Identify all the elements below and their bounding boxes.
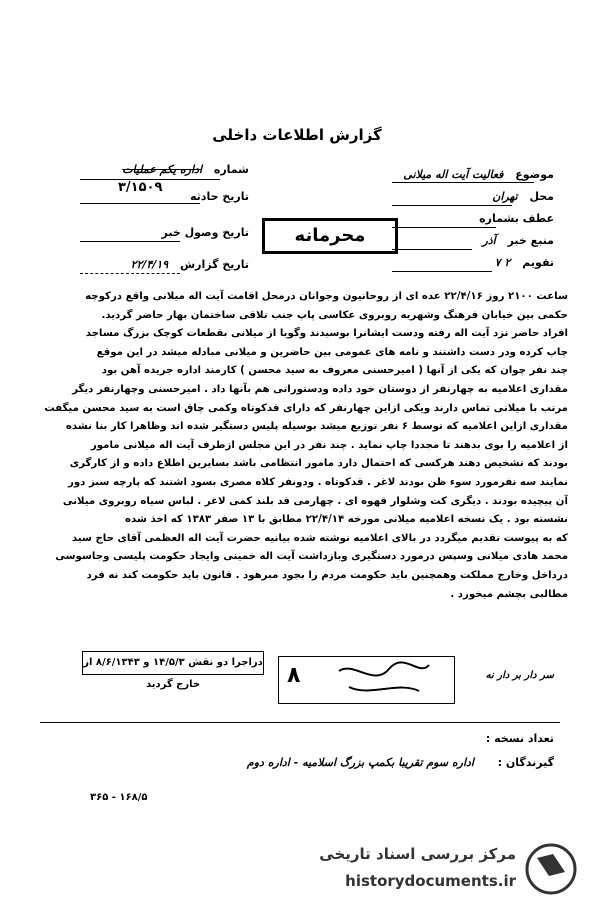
rating-value: ۲ ۷ [494, 256, 511, 269]
rating-field [495, 256, 554, 269]
number-code: ۳/۱۵۰۹ [118, 180, 163, 195]
rating-label: تقویم [522, 256, 554, 269]
note-box: دراجرا دو نقش ۱۴/۵/۳ و ۸/۶/۱۳۴۳ از خارج گردید [82, 651, 264, 675]
report-body [36, 288, 568, 604]
body-line: بودند که تشخیص دهند هرکسی که احتمال دارد مامور انتظامی باشد بسایرین اطلاع داده و از کارگری [69, 458, 568, 470]
archive-logo-icon [523, 842, 579, 896]
body-line: چاپ کرده ودر دست داشتند و نامه های عمومی بین حاضرین و میلانی مبادله میشد در این موقع [96, 346, 568, 358]
subject-underline [392, 182, 534, 183]
body-line: که به پیوست تقدیم میگردد در بالای اعلامیه نوشته شده بیانیه حضرت آیت اله العظمی آقای حاج سید [71, 532, 568, 544]
place-field [492, 190, 554, 203]
report-date-field [131, 258, 249, 271]
recipients-value: اداره سوم تقریبا بکمپ بزرگ اسلامیه - اداره دوم [246, 756, 474, 769]
followup-underline [392, 227, 496, 228]
event-date-field [190, 190, 249, 203]
subject-field [403, 168, 554, 181]
body-line: درداخل وخارج مملکت وهمچنین باید حکومت مردم را بجود مبرهود . قانون باید حکومت کند نه فرد [86, 569, 568, 581]
signature-scribble-icon [279, 657, 454, 703]
source-label: منبع خبر [507, 234, 554, 247]
event-date-underline [80, 203, 200, 204]
followup-field [479, 212, 554, 225]
body-line: مرتب با میلانی تماس دارند ویکی ازاین چهارنفر که دارای قدکوتاه وکمی چاق است به سید محسن میگفت [44, 402, 568, 414]
place-label: محل [529, 190, 554, 203]
subject-label: موضوع [515, 168, 554, 181]
recipients-label: گیرندگان : [497, 756, 554, 769]
number-field [122, 163, 249, 176]
watermark-url: historydocuments.ir [345, 872, 516, 890]
body-line: افراد حاضر نزد آیت اله رفته ودست ایشانرا بوسیدند وگویا از میلانی بقطعات کوچک بزرگ مساجد [85, 328, 568, 340]
body-line: حکمی بین خیابان فرهنگ وشهریه روبروی عکاسی پاپ جنب تلاقی ساختمان بهار حاضر گردید. [101, 309, 568, 321]
report-date-label: تاریخ گزارش [179, 258, 249, 271]
copies-label: تعداد نسخه : [485, 732, 554, 745]
body-line: چند نفر چوان که یکی از آنها ( امیرحسنی معروف به سید محسن ) کارمند اداره جریده آهن بود [101, 365, 568, 377]
receipt-date-underline [80, 241, 180, 242]
margin-note: سر دار بر دار نه [485, 670, 554, 681]
report-date-underline [80, 273, 180, 274]
number-label: شماره [213, 163, 249, 176]
subject-value: فعالیت آیت اله میلانی [403, 168, 504, 181]
separator-line [40, 722, 560, 723]
body-line: ساعت ۲۱۰۰ روز ۲۲/۴/۱۶ عده ای از روحانیون وجوانان درمحل اقامت آیت اله میلانی واقع درکوچه [85, 291, 568, 302]
body-line: مطالبی بچشم میخورد . [450, 588, 568, 600]
number-underline [80, 179, 220, 180]
body-line: مقداری اعلامیه به چهارنفر از دوستان خود داده ودستوراتی هم بآنها داد . امیرحسنی وچهارنفر دیگر [72, 383, 568, 395]
body-line: آن پیچیده بودند . دیگری کت وشلوار قهوه ای . چهارمی قد بلند کمی لاغر . لباس سیاه روبروی میلانی [62, 495, 568, 507]
place-underline [392, 205, 512, 206]
followup-label: عطف بشماره [479, 212, 554, 225]
source-field [482, 234, 554, 247]
watermark-name: مرکز بررسی اسناد تاریخی [319, 845, 516, 863]
number-box-value: ۸ [287, 663, 301, 688]
report-date-value: ۲۲/۴/۱۹ [130, 258, 169, 271]
body-line: محمد هادی میلانی وسپس درمورد دستگیری وبازداشت آیت اله خمینی وایجاد حکومت پلیسی وجاسوسی [55, 551, 568, 563]
document-title: گزارش اطلاعات داخلی [212, 126, 382, 144]
number-value: اداره یکم عملیات [122, 163, 202, 176]
source-underline [392, 249, 472, 250]
source-value: آذر [482, 234, 496, 247]
event-date-label: تاریخ حادثه [190, 190, 249, 203]
body-line: مقداری ازاین اعلامیه که توسط ۶ نفر توزیع میشد بوسیله پلیس دستگیر شده اند وظاهرا کار بنا نشده [65, 421, 568, 433]
body-line: نشسته بود . یک نسخه اعلامیه میلانی مورخه ۲۲/۴/۱۴ مطابق با ۱۳ صفر ۱۳۸۳ که اخذ شده [124, 514, 568, 526]
document-code: ۳۶۵ - ۱۶۸/۵ [90, 792, 148, 803]
body-line: نمایند سه نفرمورد سوء ظن بودند لاغر . قدکوتاه . ودونفر کلاه مصری بسود اشتند که پارچه سبز دور [67, 476, 568, 488]
recipients-field [498, 756, 554, 769]
place-value: تهران [492, 190, 518, 203]
body-line: از اعلامیه را بوی بدهند تا مجددا چاپ نماید . چند نفر در این مجلس ازطرف آیت اله میلانی مامور [90, 439, 568, 451]
receipt-date-label: تاریخ وصول خبر [161, 226, 249, 239]
receipt-date-field [162, 226, 249, 239]
rating-underline [392, 271, 492, 272]
classification-stamp: محرمانه [262, 218, 398, 254]
number-box [278, 656, 455, 704]
